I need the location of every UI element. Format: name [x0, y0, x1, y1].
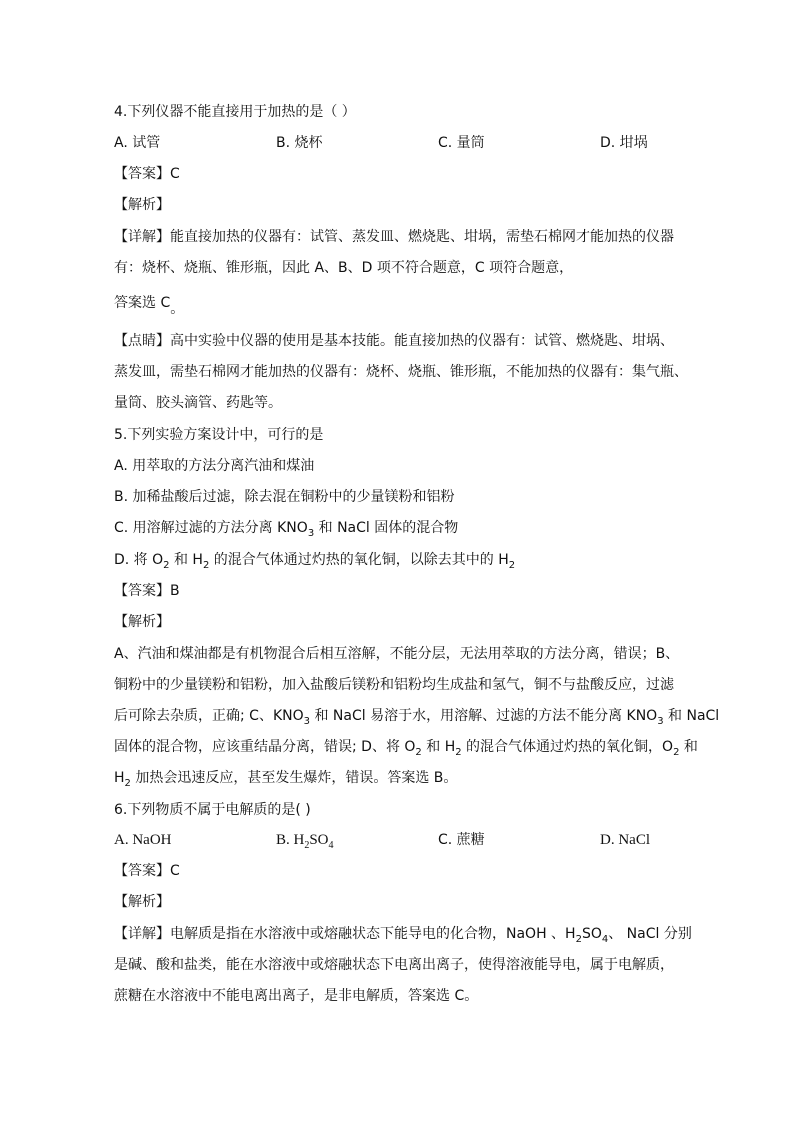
q6-option-b-text: SO [309, 832, 329, 848]
q6-option-c: C. 蔗糖 [438, 832, 485, 848]
question-5-stem: 5.下列实验方案设计中，可行的是 [114, 427, 324, 443]
subscript: 2 [415, 746, 422, 758]
q6-detail-line-1 [114, 924, 692, 944]
subscript: 2 [673, 746, 680, 758]
q5-option-c [114, 518, 458, 538]
q4-option-b: B. 烧杯 [276, 135, 323, 151]
question-6-stem: 6.下列物质不属于电解质的是( ) [114, 802, 311, 818]
q4-conclusion: 答案选 C [114, 295, 171, 311]
q4-detail-line-3 [114, 293, 185, 317]
q6-answer: 【答案】C [114, 863, 180, 879]
subscript: 2 [202, 559, 210, 571]
q5-option-d-text: D. 将 O [114, 552, 164, 568]
q4-note-line-3: 量筒、胶头滴管、药匙等。 [114, 395, 282, 411]
q5-explanation-text: 和 NaCl [663, 708, 720, 724]
subscript: 2 [455, 746, 462, 758]
subscript: 3 [303, 715, 310, 727]
subscript: 2 [163, 559, 170, 571]
q4-analysis-heading: 【解析】 [114, 197, 170, 213]
subscript: 2 [508, 559, 516, 571]
q5-explanation-text: 固体的混合物，应该重结晶分离，错误; D、将 O [114, 739, 416, 755]
subscript: 4 [601, 933, 609, 945]
q6-option-d: D. NaCl [600, 832, 650, 848]
q4-conclusion-period: 。 [170, 301, 185, 317]
q4-detail-line-1: 【详解】能直接加热的仪器有：试管、蒸发皿、燃烧匙、坩埚，需垫石棉网才能加热的仪器 [114, 229, 674, 245]
q6-detail-line-2: 是碱、酸和盐类，能在水溶液中或熔融状态下电离出离子，使得溶液能导电，属于电解质， [114, 957, 674, 973]
q5-option-a: A. 用萃取的方法分离汽油和煤油 [114, 458, 315, 474]
q6-detail-line-3: 蔗糖在水溶液中不能电离出离子，是非电解质，答案选 C。 [114, 988, 479, 1004]
q4-answer: 【答案】C [114, 166, 180, 182]
q5-explanation-line-1: A、汽油和煤油都是有机物混合后相互溶解，不能分层，无法用萃取的方法分离，错误；B、 [114, 646, 680, 662]
q5-explanation-line-2: 铜粉中的少量镁粉和铝粉，加入盐酸后镁粉和铝粉均生成盐和氢气，铜不与盐酸反应，过滤 [114, 677, 674, 693]
q5-analysis-heading: 【解析】 [114, 614, 170, 630]
q5-explanation-text: 和 H [421, 739, 456, 755]
q6-detail-text: 、 NaCl 分别 [608, 926, 692, 942]
q4-option-a: A. 试管 [114, 135, 161, 151]
subscript: 2 [124, 777, 131, 789]
q5-explanation-text: 加热会迅速反应，甚至发生爆炸，错误。答案选 B。 [130, 770, 458, 786]
subscript: 2 [304, 840, 310, 851]
q5-answer: 【答案】B [114, 583, 180, 599]
q5-explanation-line-5 [114, 768, 457, 788]
q6-detail-text: 【详解】电解质是指在水溶液中或熔融状态下能导电的化合物，NaOH 、H [114, 926, 576, 942]
q4-detail-line-2: 有：烧杯、烧瓶、锥形瓶，因此 A、B、D 项不符合题意，C 项符合题意， [114, 260, 574, 276]
q6-option-a: A. NaOH [114, 832, 172, 848]
q4-note-line-2: 蒸发皿，需垫石棉网才能加热的仪器有：烧杯、烧瓶、锥形瓶，不能加热的仪器有：集气瓶、 [114, 364, 688, 380]
q4-option-c: C. 量筒 [438, 135, 485, 151]
q5-option-c-text: 和 NaCl 固体的混合物 [314, 520, 459, 536]
q5-explanation-text: 后可除去杂质，正确; C、KNO [114, 708, 304, 724]
q5-option-d-text: 的混合气体通过灼热的氧化铜，以除去其中的 H [209, 552, 509, 568]
subscript: 3 [657, 715, 664, 727]
q5-option-d [114, 550, 515, 570]
q6-option-b [276, 830, 334, 850]
q6-detail-text: SO [581, 926, 602, 942]
q5-option-b: B. 加稀盐酸后过滤，除去混在铜粉中的少量镁粉和铝粉 [114, 489, 455, 505]
q5-explanation-text: 的混合气体通过灼热的氧化铜，O [461, 739, 674, 755]
question-4-stem: 4.下列仪器不能直接用于加热的是（ ） [114, 104, 356, 120]
q5-explanation-line-3 [114, 706, 719, 726]
subscript: 3 [307, 527, 315, 539]
q6-option-b-text: B. H [276, 832, 305, 848]
q5-explanation-line-4 [114, 737, 698, 757]
q5-explanation-text: 和 NaCl 易溶于水，用溶解、过滤的方法不能分离 KNO [310, 708, 658, 724]
subscript: 4 [328, 840, 334, 851]
q5-option-d-text: 和 H [169, 552, 203, 568]
q4-note-line-1: 【点睛】高中实验中仪器的使用是基本技能。能直接加热的仪器有：试管、燃烧匙、坩埚、 [114, 333, 674, 349]
q5-explanation-text: 和 [679, 739, 698, 755]
q6-analysis-heading: 【解析】 [114, 894, 170, 910]
subscript: 2 [575, 933, 582, 945]
q5-option-c-text: C. 用溶解过滤的方法分离 KNO [114, 520, 308, 536]
q4-option-d: D. 坩埚 [600, 135, 648, 151]
q5-explanation-text: H [114, 770, 125, 786]
